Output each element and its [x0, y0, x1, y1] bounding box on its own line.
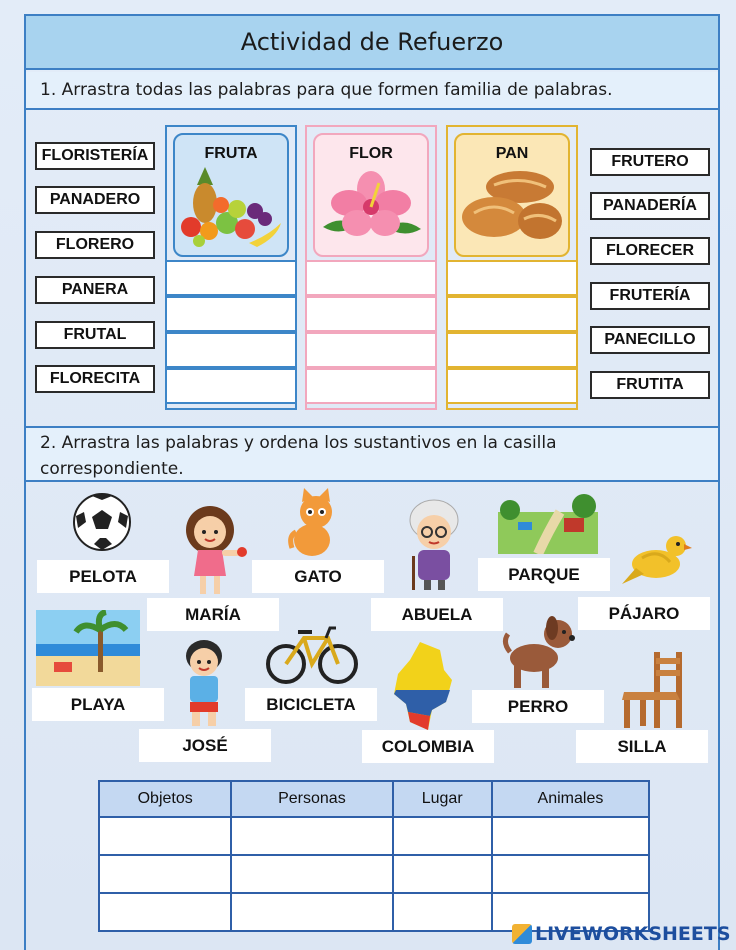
dog-icon [502, 612, 578, 692]
column-header-lugar: Lugar [393, 781, 492, 817]
page-title: Actividad de Refuerzo [26, 16, 718, 70]
noun-card-abuela[interactable]: ABUELA [371, 598, 503, 631]
drop-slot-fruta-3[interactable] [165, 332, 297, 368]
chair-icon [620, 650, 684, 728]
drop-slot-flor-3[interactable] [305, 332, 437, 368]
drop-slot-fruta-2[interactable] [165, 296, 297, 332]
drag-word-left-1[interactable]: FLORISTERÍA [35, 142, 155, 170]
drop-slot-pan-1[interactable] [446, 260, 578, 296]
drag-word-right-2[interactable]: PANADERÍA [590, 192, 710, 220]
noun-card-jose[interactable]: JOSÉ [139, 729, 271, 762]
drop-slot-flor-2[interactable] [305, 296, 437, 332]
table-row [99, 817, 649, 855]
noun-sorting-table [98, 780, 650, 932]
boy-jose-icon [180, 638, 230, 728]
family-column-fruta [165, 125, 297, 410]
noun-card-playa[interactable]: PLAYA [32, 688, 164, 721]
family-label-flor: FLOR [349, 145, 393, 162]
table-header-row [99, 781, 649, 817]
drop-cell[interactable] [393, 893, 492, 931]
noun-card-pajaro[interactable]: PÁJARO [578, 597, 710, 630]
drop-cell[interactable] [99, 893, 231, 931]
drop-cell[interactable] [393, 855, 492, 893]
family-label-fruta: FRUTA [204, 145, 258, 162]
grandmother-icon [402, 498, 468, 592]
drop-cell[interactable] [99, 855, 231, 893]
noun-card-perro[interactable]: PERRO [472, 690, 604, 723]
instruction-1: 1. Arrastra todas las palabras para que formen familia de palabras. [26, 72, 718, 110]
drag-word-left-3[interactable]: FLORERO [35, 231, 155, 259]
noun-card-parque[interactable]: PARQUE [478, 558, 610, 591]
drag-word-right-6[interactable]: FRUTITA [590, 371, 710, 399]
instruction-2 [26, 426, 718, 482]
drop-cell[interactable] [99, 817, 231, 855]
brand-logo [512, 922, 731, 946]
soccer-ball-icon [72, 492, 132, 552]
noun-card-pelota[interactable]: PELOTA [37, 560, 169, 593]
bicycle-icon [266, 624, 358, 686]
girl-maria-icon [178, 502, 248, 598]
bird-icon [622, 528, 692, 592]
drop-slot-pan-2[interactable] [446, 296, 578, 332]
cat-icon [288, 488, 344, 560]
drag-word-left-2[interactable]: PANADERO [35, 186, 155, 214]
family-column-pan [446, 125, 578, 410]
drop-slot-flor-4[interactable] [305, 368, 437, 404]
drag-word-right-5[interactable]: PANECILLO [590, 326, 710, 354]
noun-card-bicicleta[interactable]: BICICLETA [245, 688, 377, 721]
noun-card-maria[interactable]: MARÍA [147, 598, 279, 631]
drop-slot-pan-3[interactable] [446, 332, 578, 368]
drag-word-left-6[interactable]: FLORECITA [35, 365, 155, 393]
noun-card-colombia[interactable]: COLOMBIA [362, 730, 494, 763]
noun-card-silla[interactable]: SILLA [576, 730, 708, 763]
instruction-2-line-2: correspondiente. [40, 459, 184, 479]
column-header-objetos: Objetos [99, 781, 231, 817]
drop-cell[interactable] [231, 817, 392, 855]
drop-cell[interactable] [231, 893, 392, 931]
park-icon [498, 492, 598, 554]
drop-slot-pan-4[interactable] [446, 368, 578, 404]
drop-slot-fruta-4[interactable] [165, 368, 297, 404]
beach-icon [36, 610, 140, 686]
drop-slot-flor-1[interactable] [305, 260, 437, 296]
family-header-pan [454, 133, 570, 257]
family-column-flor [305, 125, 437, 410]
instruction-2-line-1: 2. Arrastra las palabras y ordena los sustantivos en la casilla [40, 433, 557, 453]
column-header-personas: Personas [231, 781, 392, 817]
family-label-pan: PAN [495, 145, 529, 162]
drop-slot-fruta-1[interactable] [165, 260, 297, 296]
family-header-fruta [173, 133, 289, 257]
drag-word-right-3[interactable]: FLORECER [590, 237, 710, 265]
drop-cell[interactable] [393, 817, 492, 855]
fruit-basket-icon [177, 165, 285, 249]
column-header-animales: Animales [492, 781, 649, 817]
drop-cell[interactable] [492, 855, 649, 893]
colombia-map-icon [390, 640, 456, 732]
table-row [99, 855, 649, 893]
brand-logo-icon [512, 924, 532, 944]
drop-cell[interactable] [231, 855, 392, 893]
brand-name: LIVEWORKSHEETS [535, 923, 731, 945]
family-header-flor [313, 133, 429, 257]
bread-rolls-icon [458, 165, 566, 249]
drag-word-left-4[interactable]: PANERA [35, 276, 155, 304]
noun-card-gato[interactable]: GATO [252, 560, 384, 593]
drag-word-right-4[interactable]: FRUTERÍA [590, 282, 710, 310]
drag-word-right-1[interactable]: FRUTERO [590, 148, 710, 176]
hibiscus-flower-icon [317, 165, 425, 249]
drag-word-left-5[interactable]: FRUTAL [35, 321, 155, 349]
drop-cell[interactable] [492, 817, 649, 855]
